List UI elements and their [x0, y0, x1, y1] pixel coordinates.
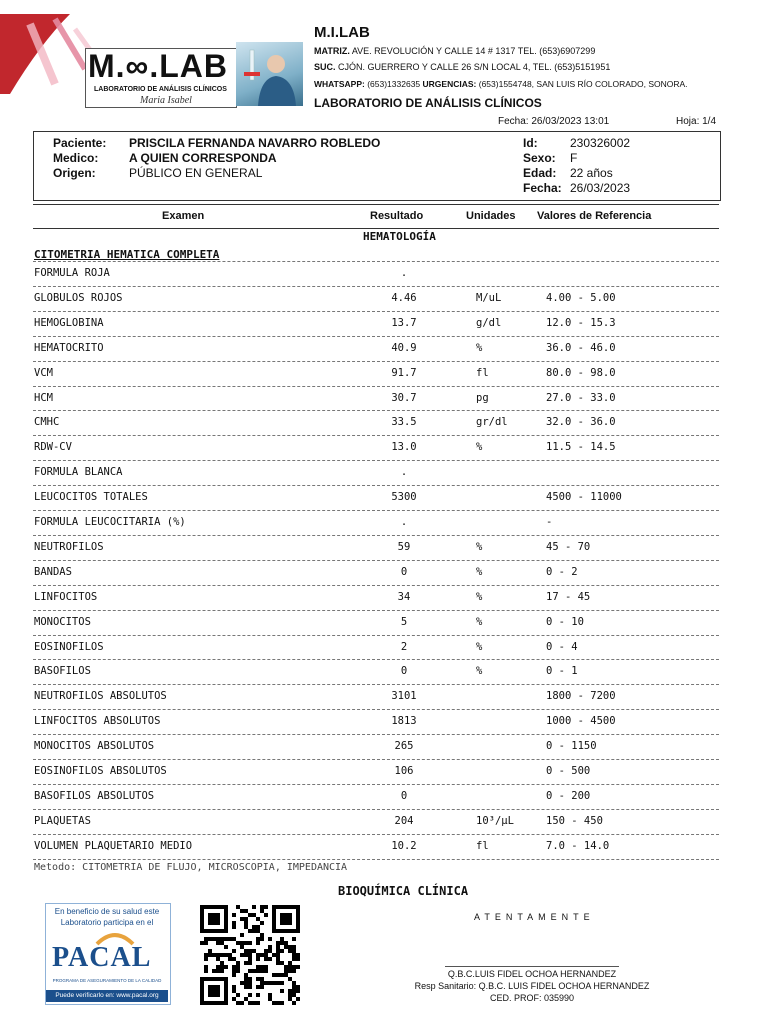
row-divider — [33, 859, 719, 860]
logo-signature: Maria Isabel — [140, 95, 192, 106]
cell-resultado: . — [400, 267, 408, 279]
medico-value: A QUIEN CORRESPONDA — [129, 151, 277, 165]
lab-technician-photo — [236, 42, 303, 106]
row-divider — [33, 610, 719, 611]
edad-value: 22 años — [570, 166, 613, 180]
row-divider — [33, 834, 719, 835]
table-row — [33, 462, 719, 482]
cell-resultado: 0 — [400, 789, 408, 802]
cell-examen: HCM — [34, 391, 53, 404]
row-divider — [33, 410, 719, 411]
cell-resultado: 4.46 — [391, 291, 417, 304]
cell-resultado: . — [400, 466, 408, 479]
cell-resultado: 5 — [400, 615, 408, 628]
table-row — [33, 537, 719, 557]
matriz-label: MATRIZ. — [314, 46, 350, 56]
suc-address — [314, 62, 610, 72]
cell-examen: HEMOGLOBINA — [34, 316, 104, 329]
cell-unidades: 10³/µL — [476, 814, 514, 827]
row-divider — [33, 361, 719, 362]
id-value: 230326002 — [570, 136, 631, 150]
cell-referencia: 27.0 - 33.0 — [546, 391, 616, 404]
row-divider — [33, 734, 719, 735]
signer-name: Q.B.C.LUIS FIDEL OCHOA HERNANDEZ — [447, 969, 617, 979]
cell-referencia: 4500 - 11000 — [546, 491, 622, 504]
pacal-top-text: En beneficio de su salud este Laboratorio participa en el — [54, 907, 160, 927]
table-row — [33, 612, 719, 632]
cell-unidades: % — [476, 341, 483, 354]
report-date: Fecha: 26/03/2023 13:01 — [498, 116, 610, 127]
cell-referencia: 1800 - 7200 — [546, 690, 616, 703]
subsection-title: CITOMETRIA HEMATICA COMPLETA — [34, 248, 220, 261]
cell-resultado: 204 — [394, 814, 414, 827]
table-row — [33, 562, 719, 582]
table-row — [33, 686, 719, 706]
cell-unidades: % — [476, 441, 483, 454]
cell-resultado: 13.7 — [391, 316, 417, 329]
cell-examen: RDW-CV — [34, 441, 72, 454]
cell-resultado: 5300 — [391, 491, 417, 504]
cell-examen: NEUTROFILOS — [34, 540, 104, 553]
cell-resultado: 13.0 — [391, 441, 417, 454]
cell-unidades: M/uL — [476, 291, 502, 304]
cell-referencia: 45 - 70 — [546, 540, 591, 553]
sexo-value: F — [570, 151, 578, 165]
lab-subtitle: LABORATORIO DE ANÁLISIS CLÍNICOS — [314, 96, 542, 110]
cell-resultado: 59 — [397, 540, 411, 553]
signer-responsible: Resp Sanitario: Q.B.C. LUIS FIDEL OCHOA HERNANDEZ — [414, 981, 650, 991]
table-row — [33, 512, 719, 532]
cell-examen: VOLUMEN PLAQUETARIO MEDIO — [34, 839, 193, 852]
matriz-address — [314, 46, 595, 56]
cell-unidades: % — [476, 565, 483, 578]
table-row — [33, 711, 719, 731]
cell-referencia: 80.0 - 98.0 — [546, 366, 616, 379]
origen-label: Origen: — [53, 166, 96, 180]
col-header-unidades: Unidades — [466, 210, 516, 222]
table-top-rule — [33, 204, 719, 205]
pacal-program-text: PROGRAMA DE ASEGURAMIENTO DE LA CALIDAD — [52, 978, 162, 983]
lab-name: M.I.LAB — [314, 24, 370, 41]
row-divider — [33, 336, 719, 337]
cell-referencia: 1000 - 4500 — [546, 715, 616, 728]
cell-examen: BASOFILOS — [34, 665, 91, 678]
whatsapp-value: (653)1332635 — [367, 79, 421, 89]
row-divider — [33, 261, 719, 262]
table-row — [33, 338, 719, 358]
cell-resultado: 0 — [400, 565, 408, 578]
cell-resultado: 106 — [394, 765, 414, 777]
cell-examen: BASOFILOS ABSOLUTOS — [34, 789, 155, 802]
cell-resultado: 2 — [400, 640, 408, 653]
cell-examen: MONOCITOS — [34, 615, 91, 628]
cell-referencia: 0 - 1 — [546, 665, 578, 678]
table-row — [33, 412, 719, 432]
col-header-examen: Examen — [162, 210, 205, 222]
row-divider — [33, 386, 719, 387]
col-header-referencia: Valores de Referencia — [537, 210, 652, 222]
id-label: Id: — [523, 136, 538, 150]
cell-unidades: % — [476, 590, 483, 603]
table-row — [33, 388, 719, 408]
table-row — [33, 313, 719, 333]
method-note: Metodo: CITOMETRIA DE FLUJO, MICROSCOPIA, IMPEDANCIA — [34, 862, 348, 873]
cell-unidades: gr/dl — [476, 416, 508, 429]
cell-resultado: 265 — [394, 740, 414, 753]
matriz-value: AVE. REVOLUCIÓN Y CALLE 14 # 1317 TEL. (653)6907299 — [351, 46, 596, 56]
urgencias-label: URGENCIAS: — [422, 79, 477, 89]
cell-referencia: 0 - 1150 — [546, 740, 597, 753]
cell-examen: BANDAS — [34, 565, 72, 578]
cell-referencia: 12.0 - 15.3 — [546, 316, 616, 329]
fecha-value: 26/03/2023 — [570, 181, 631, 195]
cell-examen: GLOBULOS ROJOS — [34, 291, 123, 304]
cell-resultado: 1813 — [391, 715, 417, 728]
table-row — [33, 263, 719, 283]
row-divider — [33, 560, 719, 561]
edad-label: Edad: — [523, 166, 557, 180]
contact-line — [314, 79, 688, 89]
suc-value: CJÓN. GUERRERO Y CALLE 26 S/N LOCAL 4, TEL. (653)5151951 — [338, 62, 611, 72]
cell-unidades: fl — [476, 366, 489, 379]
origen-value: PÚBLICO EN GENERAL — [129, 166, 263, 180]
fecha-label: Fecha: — [523, 181, 562, 195]
cell-examen: NEUTROFILOS ABSOLUTOS — [34, 690, 167, 703]
cell-unidades: % — [476, 540, 483, 553]
row-divider — [33, 659, 719, 660]
cell-resultado: 10.2 — [391, 839, 417, 852]
cell-unidades: g/dl — [476, 316, 502, 329]
table-row — [33, 836, 719, 856]
cell-examen: CMHC — [34, 416, 60, 429]
cell-unidades: % — [476, 615, 483, 628]
cell-referencia: 150 - 450 — [546, 814, 603, 827]
row-divider — [33, 684, 719, 685]
suc-label: SUC. — [314, 62, 336, 72]
row-divider — [33, 709, 719, 710]
atentamente-text: ATENTAMENTE — [474, 912, 595, 922]
row-divider — [33, 460, 719, 461]
cell-referencia: 17 - 45 — [546, 590, 591, 603]
cell-unidades: fl — [476, 839, 489, 852]
table-row — [33, 637, 719, 657]
cell-referencia: 7.0 - 14.0 — [546, 839, 610, 852]
cell-examen: VCM — [34, 366, 53, 379]
cell-examen: EOSINOFILOS ABSOLUTOS — [34, 765, 167, 777]
cell-referencia: 0 - 10 — [546, 615, 584, 628]
cell-referencia: 36.0 - 46.0 — [546, 341, 616, 354]
cell-referencia: - — [546, 516, 553, 528]
cell-referencia: 0 - 500 — [546, 765, 591, 777]
cell-resultado: . — [400, 516, 408, 528]
whatsapp-label: WHATSAPP: — [314, 79, 365, 89]
cell-examen: LEUCOCITOS TOTALES — [34, 491, 148, 504]
paciente-label: Paciente: — [53, 136, 107, 150]
cell-examen: PLAQUETAS — [34, 814, 91, 827]
row-divider — [33, 485, 719, 486]
cell-resultado: 40.9 — [391, 341, 417, 354]
cell-examen: FORMULA ROJA — [34, 267, 110, 279]
cell-examen: FORMULA LEUCOCITARIA (%) — [34, 516, 186, 528]
table-row — [33, 288, 719, 308]
row-divider — [33, 759, 719, 760]
row-divider — [33, 435, 719, 436]
logo-text: M.∞.LAB — [88, 48, 229, 84]
cell-examen: EOSINOFILOS — [34, 640, 104, 653]
cell-examen: LINFOCITOS ABSOLUTOS — [34, 715, 161, 728]
paciente-value: PRISCILA FERNANDA NAVARRO ROBLEDO — [129, 136, 381, 150]
cell-referencia: 11.5 - 14.5 — [546, 441, 616, 454]
table-row — [33, 363, 719, 383]
table-row — [33, 786, 719, 806]
table-row — [33, 587, 719, 607]
cell-examen: FORMULA BLANCA — [34, 466, 123, 479]
cell-unidades: % — [476, 665, 483, 678]
row-divider — [33, 535, 719, 536]
table-row — [33, 736, 719, 756]
signer-license: CED. PROF: 035990 — [489, 993, 575, 1003]
sexo-label: Sexo: — [523, 151, 556, 165]
row-divider — [33, 809, 719, 810]
cell-unidades: % — [476, 640, 483, 653]
cell-examen: LINFOCITOS — [34, 590, 98, 603]
cell-referencia: 32.0 - 36.0 — [546, 416, 616, 429]
cell-referencia: 0 - 2 — [546, 565, 578, 578]
cell-resultado: 91.7 — [391, 366, 417, 379]
row-divider — [33, 311, 719, 312]
logo-subtitle: LABORATORIO DE ANÁLISIS CLÍNICOS — [94, 86, 227, 93]
pacal-logo: PACAL — [52, 942, 152, 973]
row-divider — [33, 510, 719, 511]
table-row — [33, 761, 719, 781]
cell-resultado: 34 — [397, 590, 411, 603]
qr-code-icon — [200, 905, 300, 1005]
cell-unidades: pg — [476, 391, 489, 404]
row-divider — [33, 635, 719, 636]
cell-resultado: 30.7 — [391, 391, 417, 404]
section-title-hematologia: HEMATOLOGÍA — [363, 230, 436, 243]
cell-resultado: 0 — [400, 665, 408, 678]
row-divider — [33, 286, 719, 287]
row-divider — [33, 585, 719, 586]
table-header-rule — [33, 228, 719, 229]
cell-referencia: 0 - 4 — [546, 640, 578, 653]
row-divider — [33, 784, 719, 785]
table-row — [33, 437, 719, 457]
page-number: Hoja: 1/4 — [676, 116, 717, 127]
table-row — [33, 811, 719, 831]
technician-icon — [236, 42, 303, 106]
cell-resultado: 3101 — [391, 690, 417, 703]
pacal-verify-text: Puede verificarlo en: www.pacal.org — [46, 990, 168, 1002]
table-row — [33, 487, 719, 507]
signature-line — [445, 966, 619, 967]
medico-label: Medico: — [53, 151, 99, 165]
section-title-bioquimica: BIOQUÍMICA CLÍNICA — [338, 884, 469, 898]
cell-resultado: 33.5 — [391, 416, 417, 429]
cell-examen: HEMATOCRITO — [34, 341, 104, 354]
urgencias-value: (653)1554748, SAN LUIS RÍO COLORADO, SONORA. — [478, 79, 688, 89]
cell-referencia: 4.00 - 5.00 — [546, 291, 616, 304]
cell-examen: MONOCITOS ABSOLUTOS — [34, 740, 155, 753]
table-row — [33, 661, 719, 681]
col-header-resultado: Resultado — [370, 210, 424, 222]
cell-referencia: 0 - 200 — [546, 789, 591, 802]
